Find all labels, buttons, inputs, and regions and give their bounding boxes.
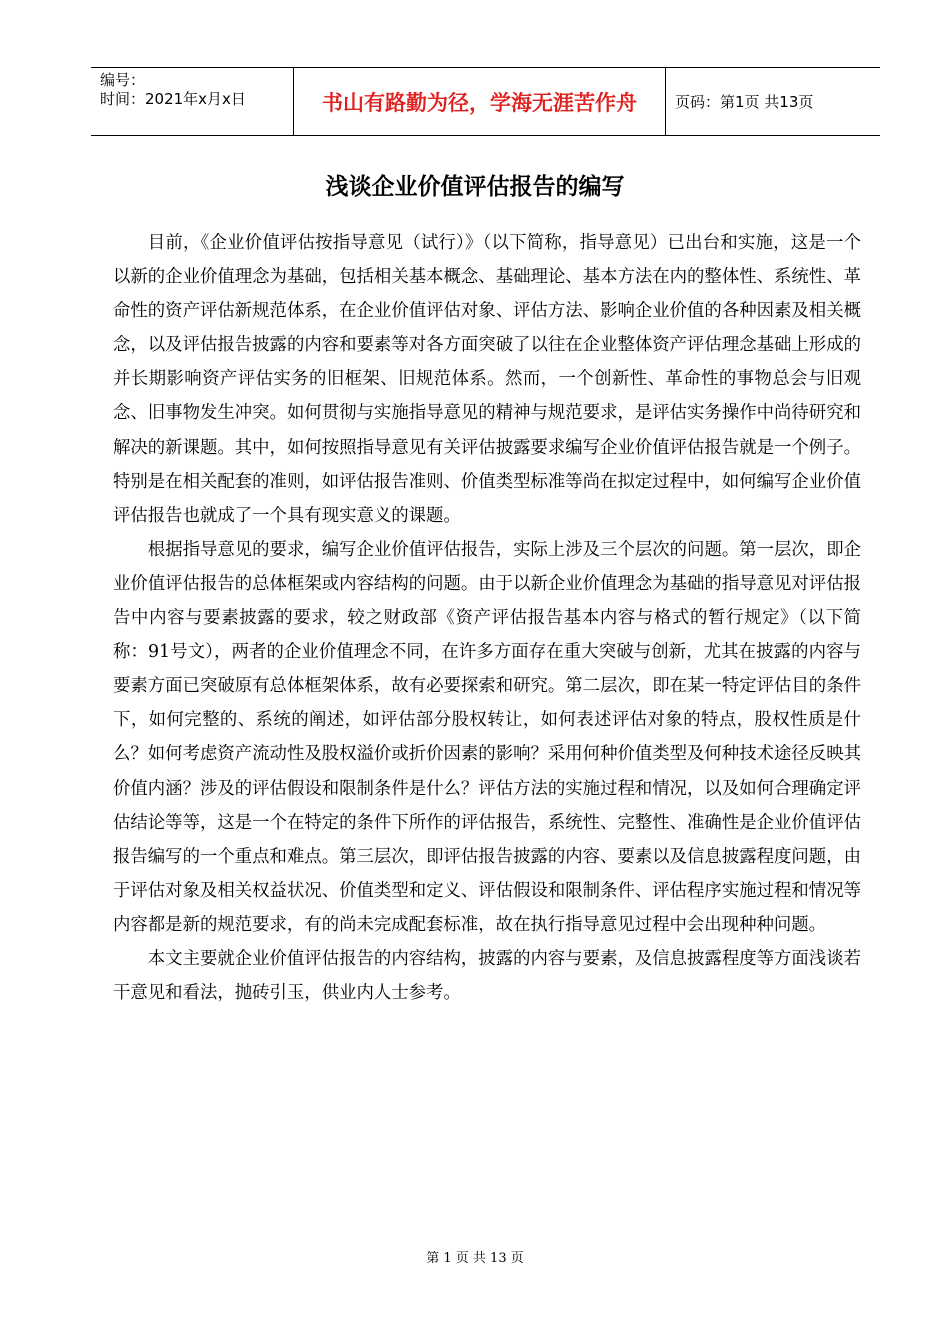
page-footer: 第 1 页 共 13 页 (426, 1251, 524, 1266)
document-title: 浅谈企业价值评估报告的编写 (325, 173, 625, 200)
document-body (113, 226, 861, 1010)
paragraph: 本文主要就企业价值评估报告的内容结构，披露的内容与要素，及信息披露程度等方面浅谈若干意见和看法，抛砖引玉，供业内人士参考。 (113, 948, 861, 1004)
document-time-label: 时间：2021年x月x日 (100, 90, 246, 108)
paragraph: 根据指导意见的要求，编写企业价值评估报告，实际上涉及三个层次的问题。第一层次，即企业价值评估报告的总体框架或内容结构的问题。由于以新企业价值理念为基础的指导意见对评估报告中内容与要素披露的要求，较之财政部《资产评估报告基本内容与格式的暂行规定》（以下简称：91号文），两者的企业价值理念不同，在许多方面存在重大突破与创新，尤其在披露的内容与要素方面已突破原有总体框架体系，故有必要探索和研究。第二层次，即在某一特定评估目的条件下，如何完整的、系统的阐述，如评估部分股权转让，如何表述评估对象的特点，股权性质是什么？如何考虑资产流动性及股权溢价或折价因素的影响？采用何种价值类型及何种技术途径反映其价值内涵？涉及的评估假设和限制条件是什么？评估方法的实施过程和情况，以及如何合理确定评估结论等等，这是一个在特定的条件下所作的评估报告，系统性、完整性、准确性是企业价值评估报告编写的一个重点和难点。第三层次，即评估报告披露的内容、要素以及信息披露程度问题，由于评估对象及相关权益状况、价值类型和定义、评估假设和限制条件、评估程序实施过程和情况等内容都是新的规范要求，有的尚未完成配套标准，故在执行指导意见过程中会出现种种问题。 (113, 539, 861, 935)
page-header (91, 67, 880, 136)
document-number-label: 编号： (100, 71, 146, 89)
header-page-code: 页码：第1页 共13页 (675, 93, 814, 111)
header-meta (91, 68, 293, 135)
header-motto: 书山有路勤为径，学海无涯苦作舟 (293, 68, 666, 135)
paragraph: 目前，《企业价值评估按指导意见（试行）》（以下简称，指导意见）已出台和实施，这是一个以新的企业价值理念为基础，包括相关基本概念、基础理论、基本方法在内的整体性、系统性、革命性的资产评估新规范体系，在企业价值评估对象、评估方法、影响企业价值的各种因素及相关概念，以及评估报告披露的内容和要素等对各方面突破了以往在企业整体资产评估理念基础上形成的并长期影响资产评估实务的旧框架、旧规范体系。然而，一个创新性、革命性的事物总会与旧观念、旧事物发生冲突。如何贯彻与实施指导意见的精神与规范要求，是评估实务操作中尚待研究和解决的新课题。其中，如何按照指导意见有关评估披露要求编写企业价值评估报告就是一个例子。特别是在相关配套的准则，如评估报告准则、价值类型标准等尚在拟定过程中，如何编写企业价值评估报告也就成了一个具有现实意义的课题。 (113, 233, 861, 526)
